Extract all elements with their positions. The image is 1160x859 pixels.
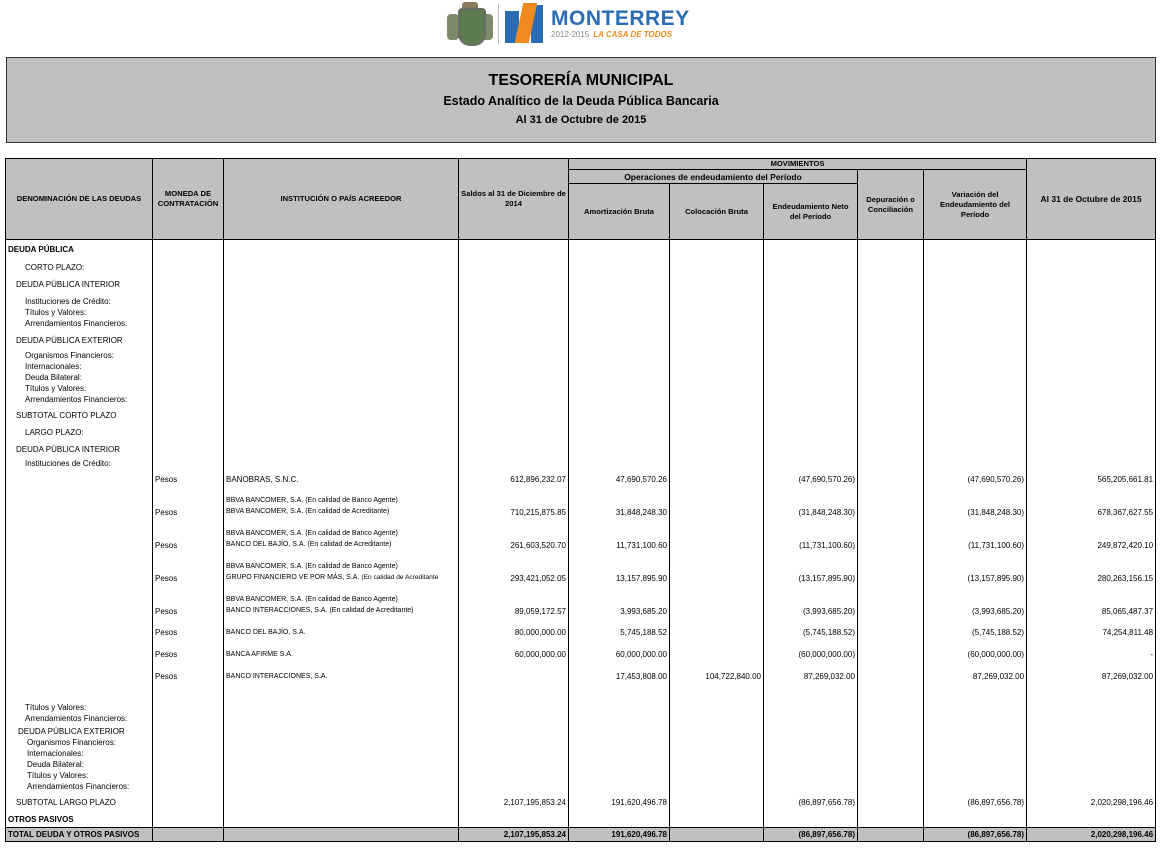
table-row: Pesos BANCO INTERACCIONES, S.A. 17,453,808.00 104,722,840.00 87,269,032.00 87,269,032.00 87,269,032.00: [6, 666, 1156, 688]
table-row: Pesos BANCO DEL BAJÍO, S.A. 80,000,000.00 5,745,188.52 (5,745,188.52) (5,745,188.52) 74,254,811.48: [6, 622, 1156, 644]
table-row: Pesos BBVA BANCOMER, S.A. (En calidad de Banco Agente) BANCO DEL BAJÍO, S.A. (En calidad de Acreditante) 261,603,520.70 11,731,100.60 (11,731,100.60) (11,731,100.60) 249,872,420.10: [6, 523, 1156, 556]
debt-table: [5, 158, 1156, 842]
col-depuracion: Depuración o Conciliación: [858, 170, 924, 240]
m-logo-icon: [505, 3, 547, 45]
brand-name: MONTERREY: [551, 7, 690, 30]
table-row: Pesos BBVA BANCOMER, S.A. (En calidad de Banco Agente) BANCO INTERACCIONES, S.A. (En calidad de Acreditante) 89,059,172.57 3,993,685.20 (3,993,685.20) (3,993,685.20) 85,065,487.37: [6, 589, 1156, 622]
col-saldos-2014: Saldos al 31 de Diciembre de 2014: [459, 159, 569, 240]
table-row: Pesos BBVA BANCOMER, S.A. (En calidad de Banco Agente) BBVA BANCOMER, S.A. (En calidad de Acreditante) 710,215,875.85 31,848,248.30 (31,848,248.30) (31,848,248.30) 678,367,627.55: [6, 490, 1156, 523]
brand-tagline: 2012-2015 LA CASA DE TODOS: [551, 30, 673, 39]
table-row: Pesos BBVA BANCOMER, S.A. (En calidad de Banco Agente) GRUPO FINANCIERO VE POR MÁS, S.A. (En calidad de Acreditante 293,421,052.05 13,157,895.90 (13,157,895.90) (13,157,895.90) 280,263,156.15: [6, 556, 1156, 589]
col-amortizacion: Amortización Bruta: [569, 184, 670, 240]
total-row: TOTAL DEUDA Y OTROS PASIVOS 2,107,195,853.24 191,620,496.78 (86,897,656.78) (86,897,656.78) 2,020,298,196.46: [6, 828, 1156, 842]
col-institucion: INSTITUCIÓN O PAÍS ACREEDOR: [224, 159, 459, 240]
subtotal-lp-row: SUBTOTAL LARGO PLAZO 2,107,195,853.24 191,620,496.78 (86,897,656.78) (86,897,656.78) 2,020,298,196.46: [6, 794, 1156, 812]
dpe-lp-block: DEUDA PÚBLICA EXTERIOR Organismos Financieros: Internacionales: Deuda Bilateral: Títulos y Valores: Arrendamientos Financieros:: [6, 724, 153, 794]
section-largo-plazo: LARGO PLAZO:: [6, 424, 153, 441]
col-moneda: MONEDA DE CONTRATACIÓN: [153, 159, 224, 240]
col-operaciones: Operaciones de endeudamiento del Período: [569, 170, 858, 184]
dpi-cp-items: Instituciones de Crédito: Títulos y Valores: Arrendamientos Financieros:: [6, 294, 153, 332]
report-header: [6, 57, 1156, 143]
table-row: Pesos BANCA AFIRME S.A. 60,000,000.00 60,000,000.00 (60,000,000.00) (60,000,000.00) -: [6, 644, 1156, 666]
section-instituciones-credito: Instituciones de Crédito:: [6, 458, 153, 470]
report-date: Al 31 de Octubre de 2015: [515, 114, 647, 126]
table-row: Pesos BANOBRAS, S.N.C. 612,896,232.07 47,690,570.26 (47,690,570.26) (47,690,570.26) 565,205,661.81: [6, 470, 1156, 490]
col-endeudamiento-neto: Endeudamiento Neto del Período: [764, 184, 858, 240]
dpi-lp-after-items: Títulos y Valores: Arrendamientos Financieros:: [6, 688, 153, 724]
section-dpi-lp: DEUDA PÚBLICA INTERIOR: [6, 441, 153, 458]
col-movimientos: MOVIMIENTOS: [569, 159, 1027, 170]
section-deuda-publica: DEUDA PÚBLICA: [6, 240, 153, 260]
section-dpe-cp: DEUDA PÚBLICA EXTERIOR: [6, 332, 153, 349]
col-colocacion: Colocación Bruta: [670, 184, 764, 240]
col-al-octubre-2015: Al 31 de Octubre de 2015: [1027, 159, 1156, 240]
section-corto-plazo: CORTO PLAZO:: [6, 260, 153, 276]
municipal-crest-icon: [446, 2, 494, 46]
monterrey-logo: [446, 2, 690, 46]
col-variacion: Variación del Endeudamiento del Período: [924, 170, 1027, 240]
dpe-cp-items: Organismos Financieros: Internacionales: Deuda Bilateral: Títulos y Valores: Arrendamientos Financieros:: [6, 349, 153, 407]
section-dpi-cp: DEUDA PÚBLICA INTERIOR: [6, 276, 153, 294]
section-subtotal-cp: SUBTOTAL CORTO PLAZO: [6, 407, 153, 424]
report-subtitle: Estado Analítico de la Deuda Pública Bancaria: [443, 94, 719, 108]
logo-divider: [498, 4, 499, 44]
col-denominacion: DENOMINACIÓN DE LAS DEUDAS: [6, 159, 153, 240]
report-title: TESORERÍA MUNICIPAL: [488, 72, 674, 89]
section-otros-pasivos: OTROS PASIVOS: [6, 812, 153, 828]
